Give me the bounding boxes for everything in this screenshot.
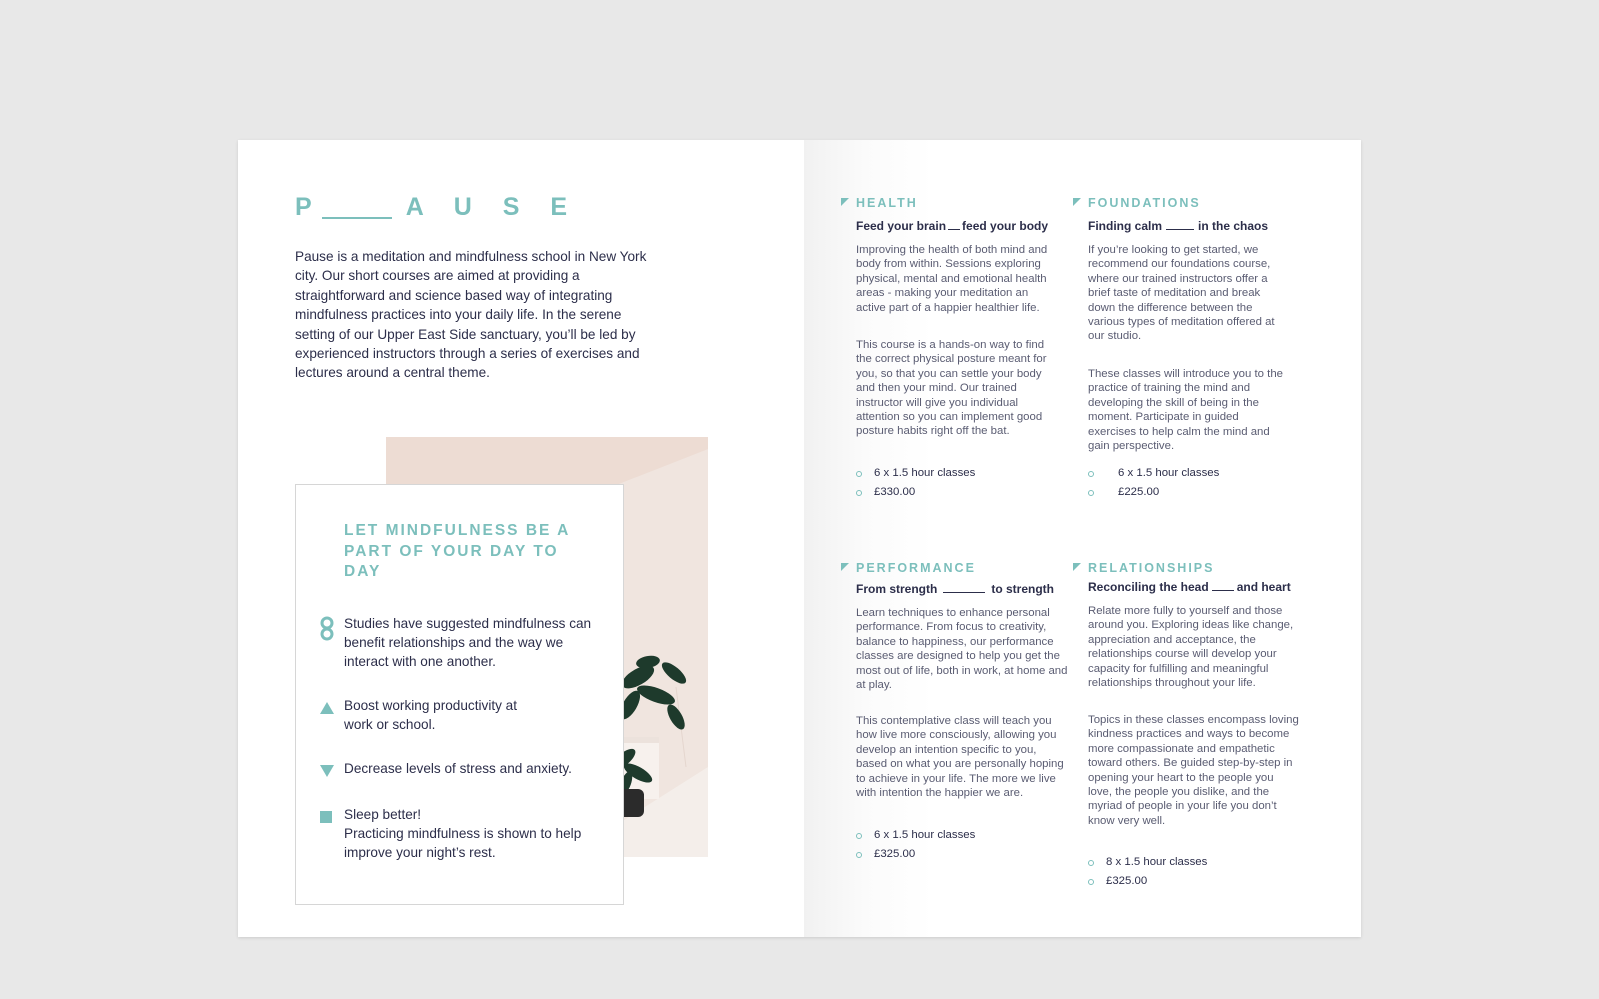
intro-paragraph: Pause is a meditation and mindfulness school in New York city. Our short courses are aimed at providing a straightforward and science based way of integrating mindfulness practices into your daily life. In the serene setting of our Upper East Side sanctuary, you’ll be led by experienced instructors through a series of exercises and lectures around a central theme.: [295, 249, 647, 381]
performance-subtitle-a: From strength: [856, 582, 938, 596]
performance-paragraph-2: This contemplative class will teach you how live more consciously, allowing you develop an intention specific to you, based on what you are personally hoping to achieve in your life. The more we live with intention the happier we are.: [856, 715, 1064, 800]
brochure-spread: [238, 140, 1361, 937]
bullet-dot-icon: [1088, 879, 1094, 885]
logo-letter-p: P: [295, 193, 324, 221]
performance-subtitle: [856, 582, 1054, 596]
health-price: £330.00: [874, 486, 916, 498]
foundations-flag-icon: [1073, 198, 1081, 206]
bullet-dot-icon: [856, 471, 862, 477]
relationships-paragraph-1: Relate more fully to yourself and those around you. Exploring ideas like change, appreciation and acceptance, the relationships course will develop your capacity for fulfilling and meaningful relationships throughout your life.: [1088, 605, 1294, 690]
logo-underline: [322, 197, 392, 219]
bullet-dot-icon: [856, 833, 862, 839]
relationships-subtitle-a: Reconciling the head: [1088, 580, 1209, 594]
health-subtitle-a: Feed your brain: [856, 219, 947, 233]
bullet-dot-icon: [1088, 490, 1094, 496]
triangle-up-icon: [320, 701, 334, 719]
bullet-dot-icon: [856, 490, 862, 496]
performance-subtitle-b: to strength: [991, 582, 1055, 596]
health-classes: 6 x 1.5 hour classes: [874, 467, 976, 479]
foundations-subtitle-b: in the chaos: [1198, 219, 1269, 233]
health-paragraph-1: Improving the health of both mind and body from within. Sessions exploring physical, mental and emotional health areas - making your meditation an active part of a happier healthier life.: [856, 244, 1048, 314]
health-heading: HEALTH: [856, 196, 918, 210]
square-icon: [320, 810, 332, 828]
benefit-stress: Decrease levels of stress and anxiety.: [344, 761, 572, 776]
benefit-relationships: Studies have suggested mindfulness can benefit relationships and the way we interact with one another.: [344, 616, 592, 669]
mindfulness-benefits-card: [295, 484, 624, 905]
performance-price: £325.00: [874, 848, 916, 860]
bullet-dot-icon: [1088, 471, 1094, 477]
left-page: [238, 140, 804, 937]
foundations-subtitle-a: Finding calm: [1088, 219, 1163, 233]
relationships-price: £325.00: [1106, 875, 1148, 887]
foundations-classes: 6 x 1.5 hour classes: [1118, 467, 1220, 479]
health-subtitle-b: feed your body: [962, 219, 1049, 233]
health-paragraph-2: This course is a hands-on way to find the correct physical posture meant for you, so that you can settle your body and then your mind. Our trained instructor will give you individual attention so you can implement good posture habits right off the bat.: [856, 339, 1047, 438]
benefit-sleep-text: Practicing mindfulness is shown to help improve your night’s rest.: [344, 826, 582, 860]
relationships-subtitle-b: and heart: [1236, 580, 1291, 594]
benefit-sleep: [344, 805, 606, 862]
relationships-classes: 8 x 1.5 hour classes: [1106, 856, 1208, 868]
performance-classes: 6 x 1.5 hour classes: [874, 829, 976, 841]
right-page: [804, 140, 1361, 937]
foundations-subtitle: [1088, 219, 1268, 233]
relationships-flag-icon: [1073, 563, 1081, 571]
bullet-dot-icon: [856, 852, 862, 858]
relationships-heading: RELATIONSHIPS: [1088, 561, 1215, 575]
performance-flag-icon: [841, 563, 849, 571]
bullet-dot-icon: [1088, 860, 1094, 866]
card-title: LET MINDFULNESS BE A PART OF YOUR DAY TO DAY: [344, 522, 570, 580]
link-rings-icon: [320, 616, 334, 647]
performance-heading: PERFORMANCE: [856, 561, 976, 575]
benefit-productivity: Boost working productivity at work or school.: [344, 698, 518, 732]
health-subtitle: [856, 219, 1048, 233]
relationships-paragraph-2: Topics in these classes encompass loving kindness practices and ways to become more compassionate and empathetic toward others. Be guided step-by-step in opening your heart to the people you love, the people you dislike, and the myriad of people in your life you don’t know very well.: [1088, 714, 1299, 827]
foundations-price: £225.00: [1118, 486, 1160, 498]
relationships-subtitle: [1088, 580, 1291, 594]
health-flag-icon: [841, 198, 849, 206]
foundations-paragraph-1: If you’re looking to get started, we recommend our foundations course, where our trained instructors offer a brief taste of meditation and break down the difference between the various types of meditation offered at our studio.: [1088, 244, 1275, 343]
pause-logo: [295, 193, 579, 222]
foundations-paragraph-2: These classes will introduce you to the practice of training the mind and developing the skill of being in the moment. Participate in guided exercises to help calm the mind and gain perspective.: [1088, 368, 1284, 453]
foundations-heading: FOUNDATIONS: [1088, 196, 1201, 210]
performance-paragraph-1: Learn techniques to enhance personal performance. From focus to creativity, balance to happiness, our performance classes are designed to help you get the most out of life, both in work, at home and at play.: [856, 607, 1068, 692]
triangle-down-icon: [320, 764, 334, 782]
logo-letters-ause: A U S E: [405, 193, 580, 221]
benefit-sleep-title: Sleep better!: [344, 807, 422, 822]
